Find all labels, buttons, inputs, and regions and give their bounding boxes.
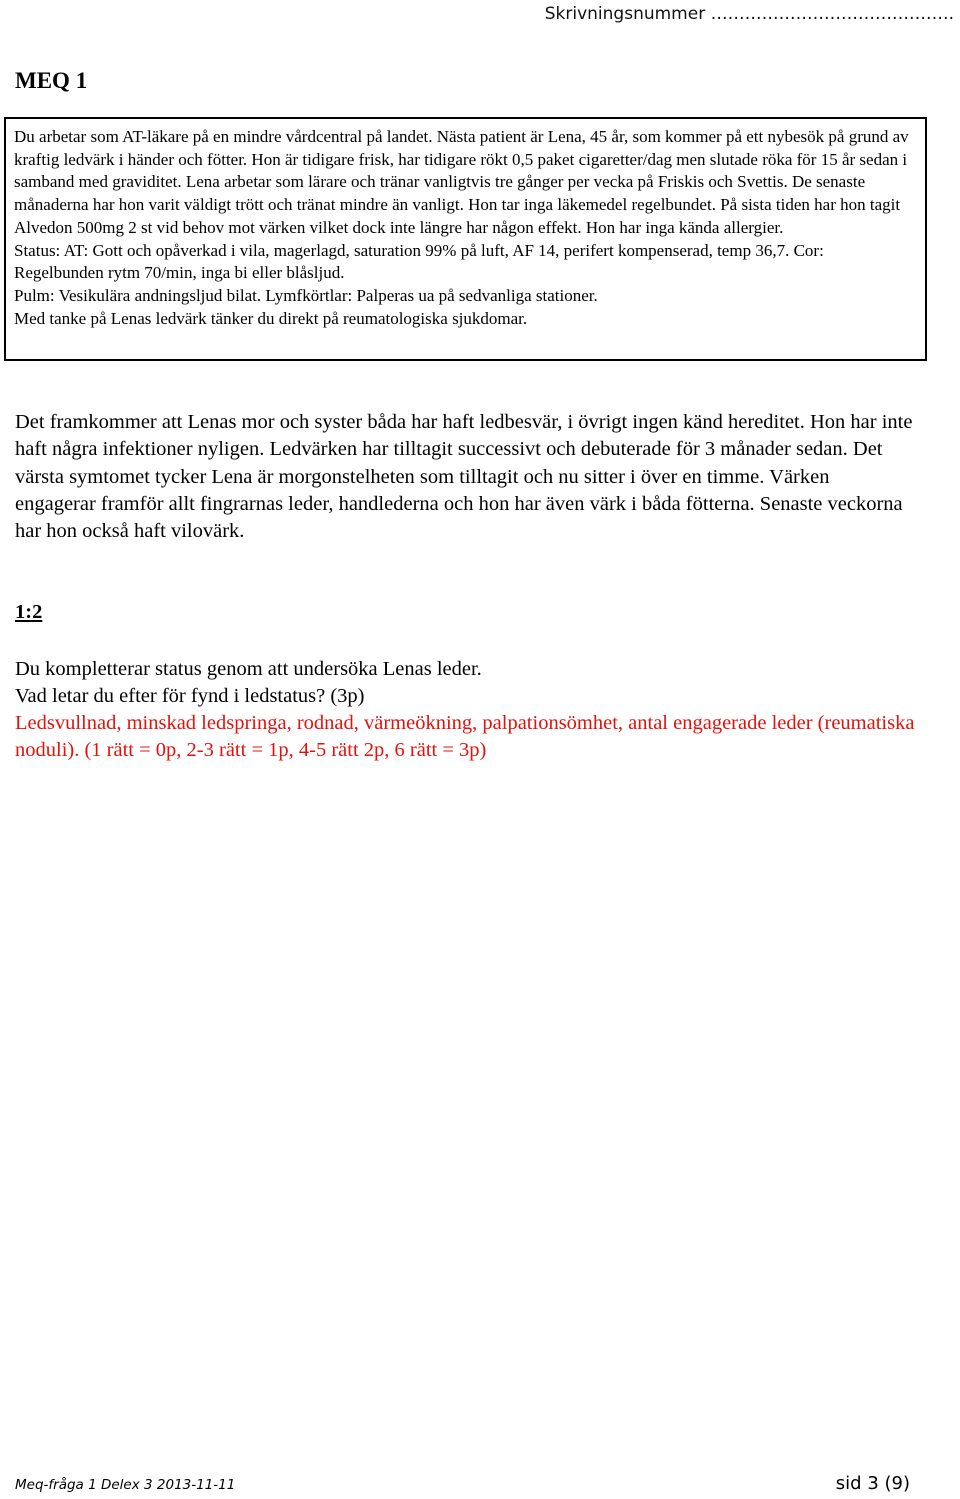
candidate-number-label: Skrivningsnummer …………………………………….: [544, 4, 954, 24]
question-number-heading: 1:2: [15, 601, 43, 623]
footer-page-number: sid 3 (9): [835, 1473, 910, 1494]
case-intro-paragraph: Du arbetar som AT-läkare på en mindre vårdcentral på landet. Nästa patient är Lena, 45 år, som kommer på ett nybesök på grund av kraftig ledvärk i händer och fötter. Hon är tidigare frisk, har tidigare rökt 0,5 paket cigaretter/dag men slutade röka för 15 år sedan i samband med graviditet. Lena arbetar som lärare och tränar vanligtvis tre gånger per vecka på Friskis och Svettis. De senaste månaderna har hon varit väldigt trött och tränat mindre än vanligt. Hon tar inga läkemedel regelbundet. På sista tiden har hon tagit Alvedon 500mg 2 st vid behov mot värken vilket dock inte längre har någon effekt. Hon har inga kända allergier.: [14, 127, 909, 237]
history-paragraph: Det framkommer att Lenas mor och syster båda har haft ledbesvär, i övrigt ingen känd hereditet. Hon har inte haft några infektioner nyligen. Ledvärken har tilltagit successivt och debuterade för 3 månader sedan. Det värsta symtomet tycker Lena är morgonstelheten som tilltagit och nu sitter i över en timme. Värken engagerar framför allt fingrarnas leder, handlederna och hon har även värk i båda fötterna. Senaste veckorna har hon också haft vilovärk.: [15, 411, 913, 543]
answer-key-text: Ledsvullnad, minskad ledspringa, rodnad, värmeökning, palpationsömhet, antal engagerade leder (reumatiska noduli). (1 rätt = 0p, 2-3 rätt = 1p, 4-5 rätt 2p, 6 rätt = 3p): [15, 712, 915, 762]
case-status-paragraph: Status: AT: Gott och opåverkad i vila, magerlagd, saturation 99% på luft, AF 14, perifert kompenserad, temp 36,7. Cor: Regelbunden rytm 70/min, inga bi eller blåsljud.: [14, 240, 824, 283]
case-conclusion-paragraph: Med tanke på Lenas ledvärk tänker du direkt på reumatologiska sjukdomar.: [14, 308, 528, 328]
question-context-line: Du kompletterar status genom att undersöka Lenas leder.: [15, 658, 482, 680]
document-title: MEQ 1: [15, 68, 88, 93]
question-block: [15, 656, 915, 711]
footer-document-id: Meq-fråga 1 Delex 3 2013-11-11: [15, 1477, 236, 1493]
case-description-box: [4, 117, 927, 361]
case-pulm-paragraph: Pulm: Vesikulära andningsljud bilat. Lymfkörtlar: Palperas ua på sedvanliga stationer.: [14, 285, 598, 305]
question-line: Vad letar du efter för fynd i ledstatus? (3p): [15, 685, 365, 708]
